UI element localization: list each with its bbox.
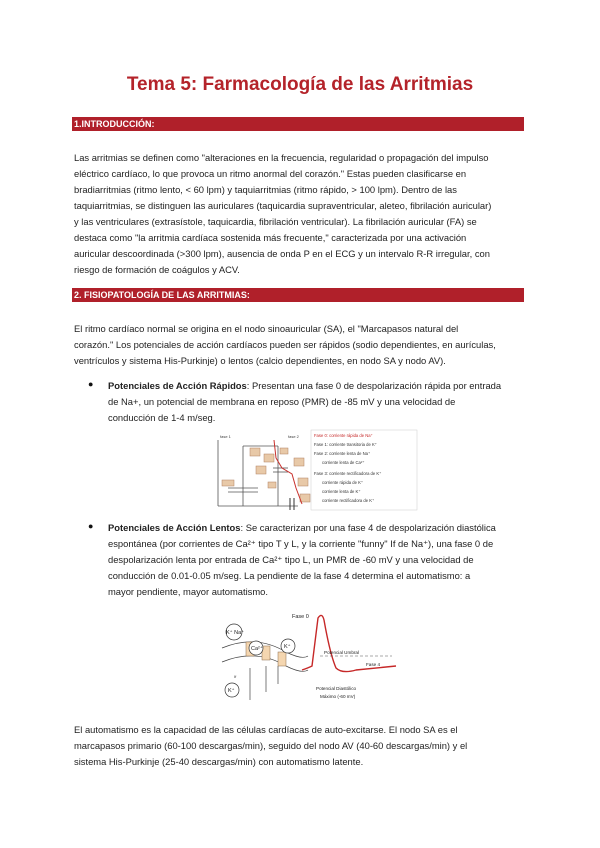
diastolico-label-2: Máximo (-60 mV) — [320, 694, 356, 699]
text-line: sistema His-Purkinje (25-40 descargas/min) con automatismo latente. — [74, 756, 364, 767]
section-heading-fisiopatologia: 2. FISIOPATOLOGÍA DE LAS ARRITMIAS: — [72, 288, 524, 302]
text-line: conducción de 0.01-0.05 m/seg. La pendiente de la fase 4 determina el automatismo: a — [108, 570, 471, 581]
label-fase2: fase 2 — [288, 434, 299, 439]
legend-line: corriente lenta de Ca²⁺ — [322, 460, 365, 465]
legend-line: Fase 0: corriente rápida de Na⁺ — [314, 433, 373, 438]
fast-action-potential-figure — [198, 428, 420, 514]
fase0-label: Fase 0 — [292, 614, 309, 620]
text-line: mayor pendiente, mayor automatismo. — [108, 586, 268, 597]
bullet-icon: ● — [88, 521, 94, 531]
legend-line: corriente lenta de K⁺ — [322, 489, 361, 494]
text-line: corazón." Los potenciales de acción cardíacos pueden ser rápidos (sodio dependientes, en aurículas, — [74, 339, 496, 350]
text-line: taquiarritmias, se distinguen las auriculares (taquicardia supraventricular, aleteo, fibrilación auricular) — [74, 200, 492, 211]
text-line: destaca como "la arritmia cardíaca sostenida más frecuente," caracterizada por una activación — [74, 232, 467, 243]
diastolico-label-1: Potencial Diastólico — [316, 686, 357, 691]
section-heading-intro: 1.INTRODUCCIÓN: — [72, 117, 524, 131]
fase4-label: Fase 4 — [366, 662, 381, 667]
ion-k: K⁺ — [284, 644, 291, 650]
umbral-label: Potencial Umbral — [324, 650, 359, 655]
ion-k-2: K⁺ — [228, 688, 235, 694]
text-line: bradiarritmias (ritmo lento, < 60 lpm) y taquiarritmias (ritmo rápido, > 100 lpm). Dentro de las — [74, 184, 457, 195]
bullet-lead: Potenciales de Acción Lentos — [108, 522, 241, 533]
text-line — [108, 378, 526, 394]
bullet-rest: : Presentan una fase 0 de despolarización rápida por entrada — [246, 380, 502, 391]
legend-line: corriente rectificadora de K⁺ — [322, 498, 375, 503]
bullet-icon: ● — [88, 379, 94, 389]
text-line: Las arritmias se definen como "alteraciones en la frecuencia, regularidad o propagación del impulso — [74, 152, 489, 163]
legend-line: Fase 3: corriente rectificadora de K⁺ — [314, 471, 382, 476]
text-line: El ritmo cardíaco normal se origina en el nodo sinoauricular (SA), el "Marcapasos natural del — [74, 323, 459, 334]
legend-line: Fase 1: corriente transitoria de K⁺ — [314, 442, 377, 447]
legend-line: Fase 2: corriente lenta de Na⁺ — [314, 451, 371, 456]
text-line: riesgo de formación de coágulos y ACV. — [74, 264, 240, 275]
text-line: conducción de 1-4 m/seg. — [108, 412, 216, 423]
text-line: auricular descoordinada (>300 lpm), ausencia de onda P en el ECG y un intervalo R-R irregular, con — [74, 248, 490, 259]
text-line: El automatismo es la capacidad de las células cardíacas de auto-excitarse. El nodo SA es el — [74, 724, 458, 735]
ion-ca: Ca²⁺ — [251, 646, 263, 652]
text-line: despolarización lenta por entrada de Ca²⁺ tipo L, un PMR de -60 mV y una velocidad de — [108, 554, 474, 565]
text-line — [108, 520, 526, 536]
slow-action-potential-figure — [216, 604, 402, 708]
label-fase1: fase 1 — [220, 434, 231, 439]
bullet-rest: : Se caracterizan por una fase 4 de despolarización diastólica — [240, 522, 496, 533]
text-line: y las ventriculares (extrasístole, taquicardia, fibrilación ventricular). La fibrilación auricular (FA) se — [74, 216, 477, 227]
bullet-lead: Potenciales de Acción Rápidos — [108, 380, 247, 391]
if-label: If — [234, 674, 237, 679]
text-line: eléctrico cardíaco, lo que provoca un ritmo anormal del corazón." Estas pueden clasificarse en — [74, 168, 467, 179]
legend-line: corriente rápida de K⁺ — [322, 480, 364, 485]
text-line: de Na+, un potencial de membrana en reposo (PMR) de -85 mV y una velocidad de — [108, 396, 456, 407]
text-line: espontánea (por corrientes de Ca²⁺ tipo T y L, y la corriente "funny" If de Na⁺), una fase 0 de — [108, 538, 494, 549]
ion-k-na: K⁺ Na⁺ — [226, 630, 245, 636]
text-line: ventrículos y sistema His-Purkinje) o lentos (calcio dependientes, en nodo SA y nodo AV). — [74, 355, 446, 366]
text-line: marcapasos primario (60-100 descargas/min), seguido del nodo AV (40-60 descargas/min) y el — [74, 740, 468, 751]
page-title: Tema 5: Farmacología de las Arritmias — [126, 74, 474, 95]
